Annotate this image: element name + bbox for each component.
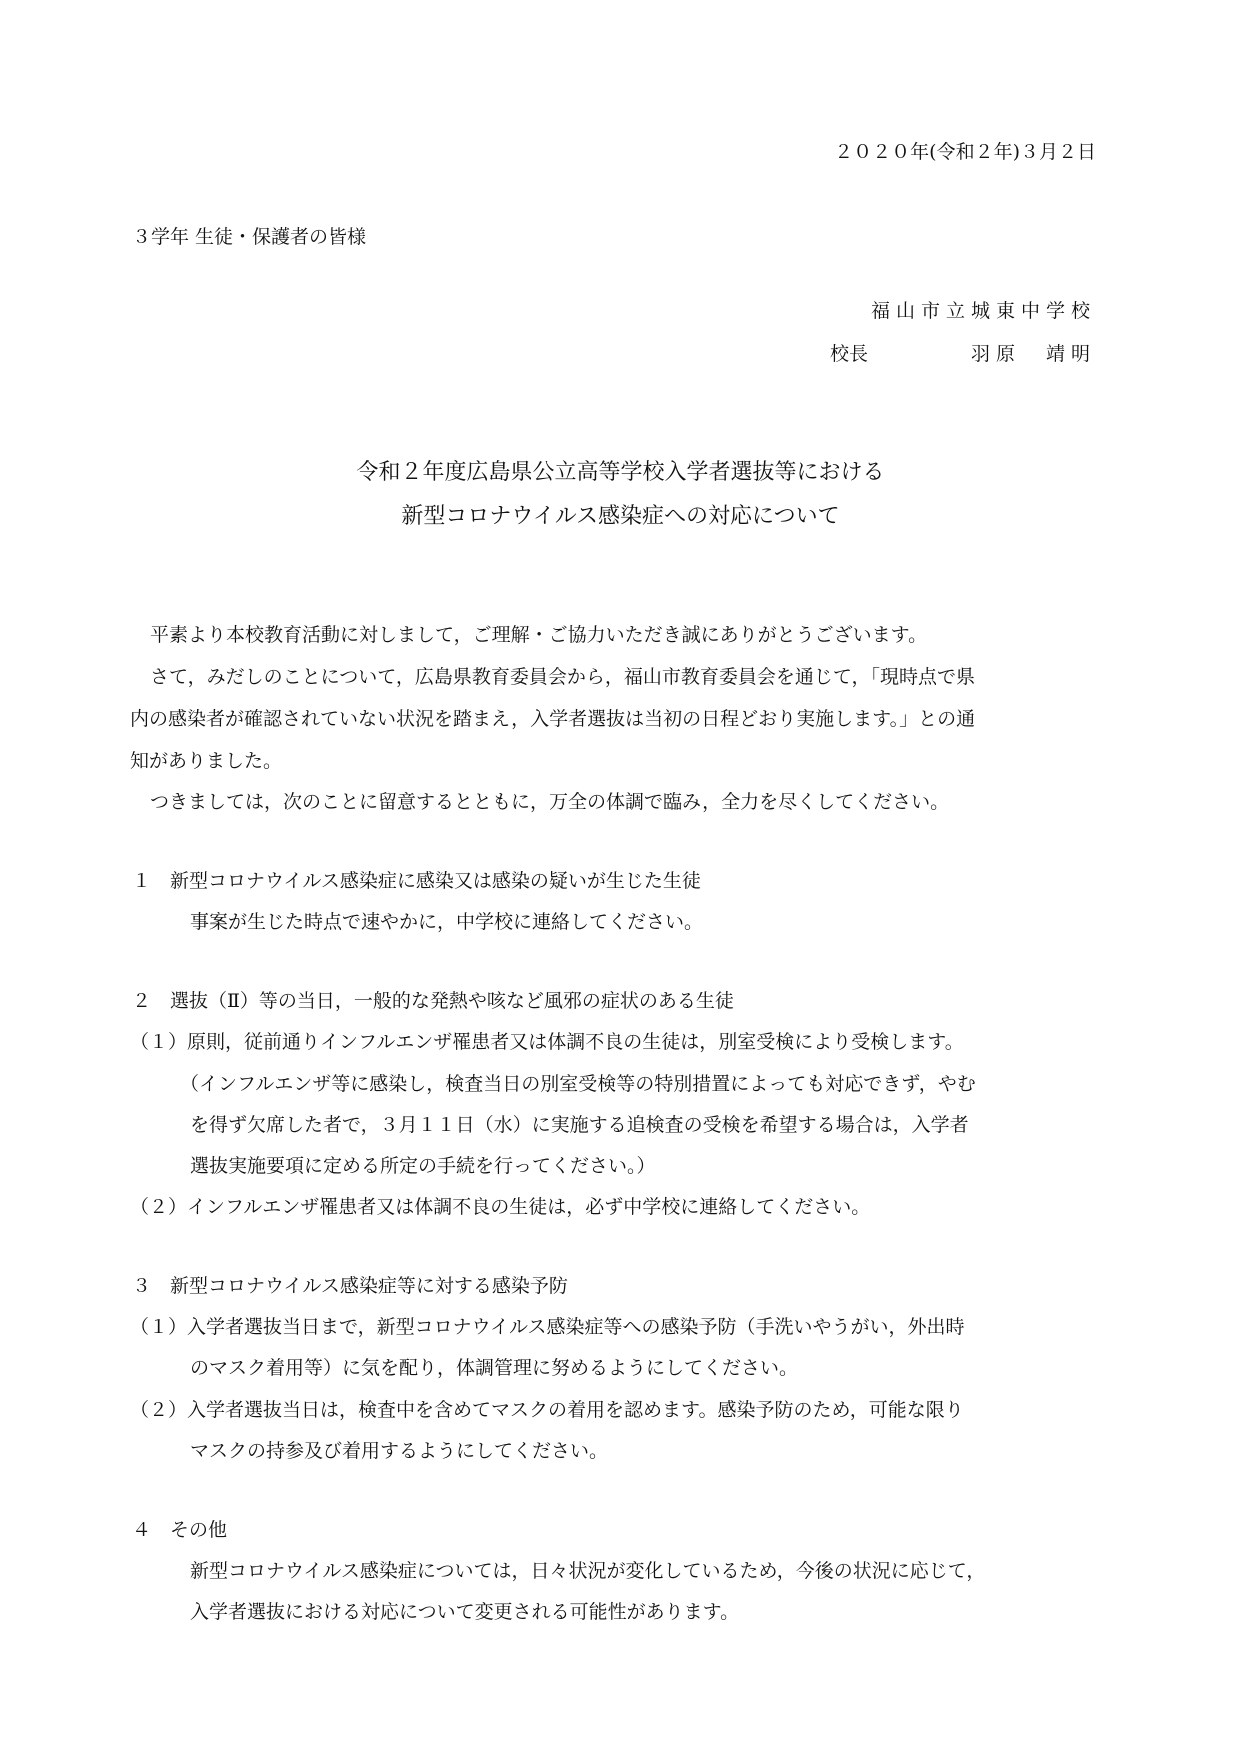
recipient-line: ３学年 生徒・保護者の皆様 — [132, 226, 367, 248]
section-1-text: 事案が生じた時点で速やかに，中学校に連絡してください。 — [190, 911, 704, 933]
section-2-note-line1: （インフルエンザ等に感染し，検査当日の別室受検等の特別措置によっても対応できず，やむ — [180, 1073, 976, 1095]
section-4-heading: ４ その他 — [132, 1519, 228, 1541]
section-2-item-1: （１）原則，従前通りインフルエンザ罹患者又は体調不良の生徒は，別室受検により受検します。 — [130, 1031, 964, 1053]
body-paragraph-2-line3: 知がありました。 — [130, 750, 283, 772]
principal-name: 羽原 靖明 — [970, 343, 1096, 365]
body-paragraph-3: つきましては，次のことに留意するとともに，万全の体調で臨み，全力を尽くしてください。 — [150, 791, 950, 813]
section-2-heading: ２ 選抜（Ⅱ）等の当日，一般的な発熱や咳など風邪の症状のある生徒 — [132, 990, 734, 1012]
body-paragraph-1: 平素より本校教育活動に対しまして，ご理解・ご協力いただき誠にありがとうございます。 — [150, 624, 928, 646]
principal-title: 校長 — [830, 343, 869, 365]
section-2-note-line2: を得ず欠席した者で，３月１１日（水）に実施する追検査の受検を希望する場合は，入学者 — [190, 1114, 969, 1136]
section-1-heading: １ 新型コロナウイルス感染症に感染又は感染の疑いが生じた生徒 — [132, 870, 701, 892]
section-4-line1: 新型コロナウイルス感染症については，日々状況が変化しているため，今後の状況に応じて， — [190, 1560, 986, 1582]
section-3-item-1-line2: のマスク着用等）に気を配り，体調管理に努めるようにしてください。 — [190, 1357, 799, 1379]
section-3-item-1-line1: （１）入学者選抜当日まで，新型コロナウイルス感染症等への感染予防（手洗いやうがい，外出時 — [130, 1316, 965, 1338]
section-3-heading: ３ 新型コロナウイルス感染症等に対する感染予防 — [132, 1275, 568, 1297]
section-2-note-line3: 選抜実施要項に定める所定の手続を行ってください。） — [190, 1155, 656, 1177]
document-date: ２０２０年(令和２年)３月２日 — [834, 141, 1096, 163]
body-paragraph-2-line2: 内の感染者が確認されていない状況を踏まえ，入学者選抜は当初の日程どおり実施します。」との通 — [130, 708, 976, 730]
section-3-item-2-line1: （２）入学者選抜当日は，検査中を含めてマスクの着用を認めます。感染予防のため，可能な限り — [130, 1399, 964, 1421]
document-title-line2: 新型コロナウイルス感染症への対応について — [401, 504, 840, 529]
body-paragraph-2-line1: さて，みだしのことについて，広島県教育委員会から，福山市教育委員会を通じて，「現時点で県 — [150, 666, 975, 688]
section-4-line2: 入学者選抜における対応について変更される可能性があります。 — [190, 1601, 740, 1623]
sender-school: 福山市立城東中学校 — [870, 300, 1096, 322]
section-3-item-2-line2: マスクの持参及び着用するようにしてください。 — [190, 1440, 609, 1462]
section-2-item-2: （２）インフルエンザ罹患者又は体調不良の生徒は，必ず中学校に連絡してください。 — [130, 1196, 871, 1218]
document-title-line1: 令和２年度広島県公立高等学校入学者選抜等における — [356, 460, 885, 485]
